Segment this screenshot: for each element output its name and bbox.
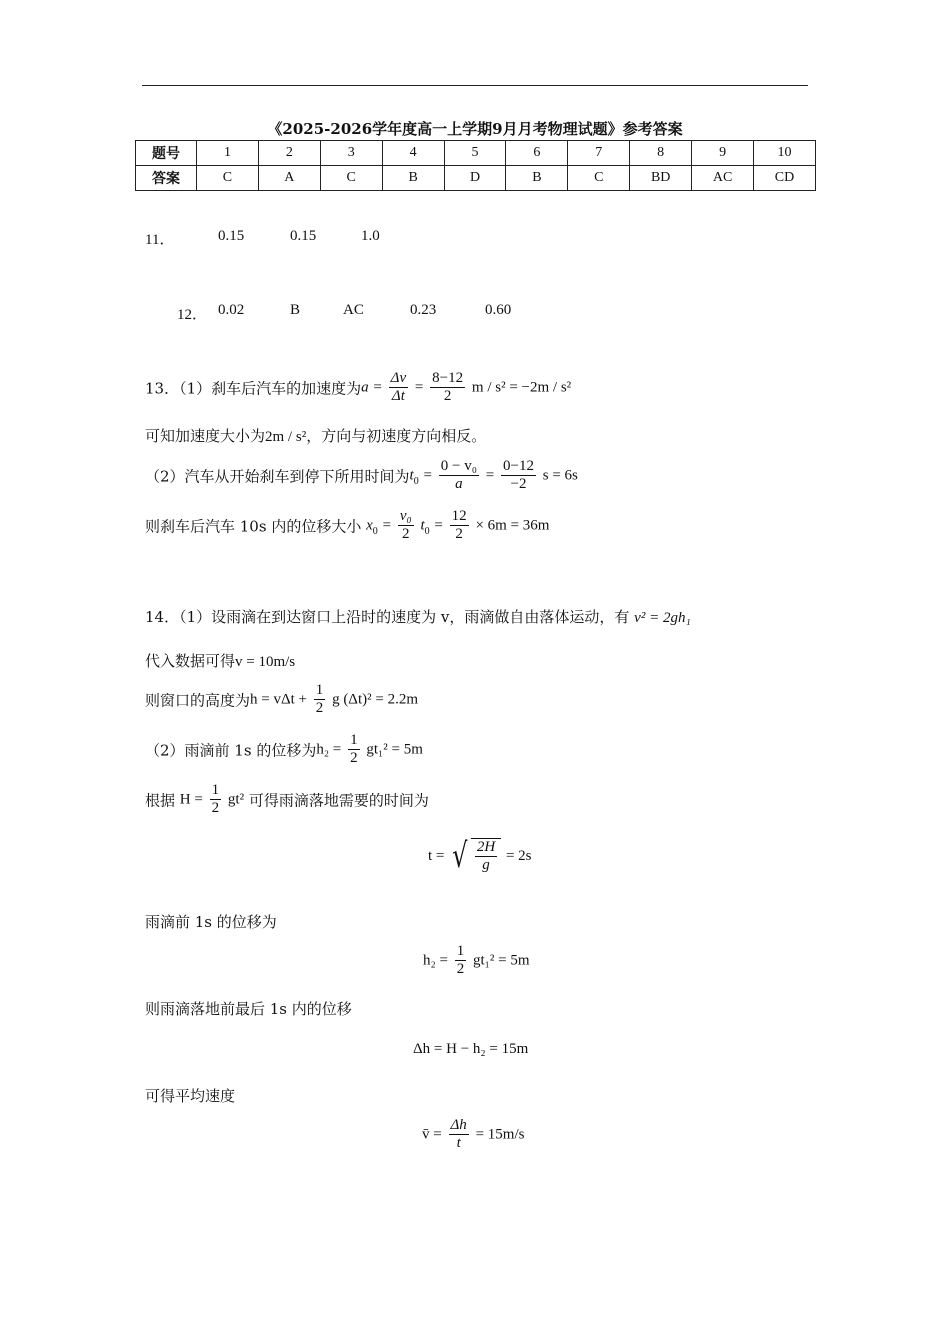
- q14-line4: （2）雨滴前 1s 的位移为h₂ = $\frac{1}{2}$ gt₁² = 5m: [145, 732, 423, 767]
- q14-frac-half-2: $\frac{1}{2}$: [350, 732, 358, 767]
- q14-frac-half-4: $\frac{1}{2}$: [456, 943, 465, 978]
- q13-frac-t0-values: $\frac{0-12}{-2}$: [502, 458, 534, 493]
- table-cell: AC: [692, 166, 754, 191]
- q14-line7: 则雨滴落地前最后 1s 内的位移: [145, 1000, 352, 1018]
- q14-frac-half-1: $\frac{1}{2}$: [315, 682, 324, 717]
- q12-answer-1: 0.02: [218, 302, 245, 318]
- q11-answer-3: 1.0: [361, 228, 380, 244]
- answer-table: [135, 140, 816, 191]
- sqrt-symbol: √ $\frac{2H}{g}$: [449, 838, 501, 875]
- table-cell: 4: [382, 141, 444, 166]
- q12-answer-2: B: [290, 302, 301, 318]
- q13-frac-12-2: $\frac{12}{2}$: [451, 508, 467, 543]
- table-cell: 3: [320, 141, 382, 166]
- q14-line1: 14．（1）设雨滴在到达窗口上沿时的速度为 v，雨滴做自由落体运动，有 v² = 2gh₁: [145, 608, 691, 626]
- table-cell: 10: [754, 141, 816, 166]
- table-cell: 1: [197, 141, 259, 166]
- q14-line8: 可得平均速度: [145, 1087, 236, 1105]
- q11-number: 11．: [145, 232, 175, 248]
- q14-eq-time: t = √ $\frac{2H}{g}$ = 2s: [428, 836, 532, 877]
- q13-frac-t0: $\frac{\text{0 − v₀}}{a}$: [440, 458, 477, 493]
- q14-frac-dh-t: $\frac{\Delta h}{t}$: [450, 1117, 467, 1152]
- q13-frac-values: $\frac{8-12}{2}$: [432, 370, 464, 405]
- table-cell: C: [197, 166, 259, 191]
- q13-line3: （2）汽车从开始刹车到停下所用时间为$t_0$ = $\frac{\text{0 − v₀}}{a}$ = $\frac{0-12}{-2}$ s = 6s: [145, 458, 578, 493]
- table-cell: 5: [444, 141, 506, 166]
- q14-frac-2h-g: $\frac{2H}{g}$: [476, 839, 496, 874]
- q12-number: 12．: [177, 307, 208, 323]
- table-row-numbers: [136, 141, 816, 166]
- q14-line2: 代入数据可得v = 10m/s: [145, 652, 296, 670]
- table-cell: 7: [568, 141, 630, 166]
- page-title: 《2025-2026学年度高一上学期9月月考物理试题》参考答案: [267, 120, 683, 138]
- q11-answer-2: 0.15: [290, 228, 317, 244]
- table-cell: C: [320, 166, 382, 191]
- table-cell: A: [258, 166, 320, 191]
- table-cell: 6: [506, 141, 568, 166]
- q13-line1-result: m / s² = −2m / s²: [471, 379, 572, 396]
- q14-line6: 雨滴前 1s 的位移为: [145, 913, 277, 931]
- q12-answer-4: 0.23: [410, 302, 437, 318]
- table-cell: C: [568, 166, 630, 191]
- table-cell: B: [506, 166, 568, 191]
- table-cell: BD: [630, 166, 692, 191]
- q14-eq-v: v̄ = $\frac{\Delta h}{t}$ = 15m/s: [422, 1117, 525, 1152]
- q13-line1-prefix: 13．（1）刹车后汽车的加速度为: [145, 379, 362, 398]
- q14-eq-h2: h₂ = $\frac{1}{2}$ gt₁² = 5m: [423, 943, 530, 978]
- q12-answer-5: 0.60: [485, 302, 512, 318]
- table-cell: 2: [258, 141, 320, 166]
- q11-answer-1: 0.15: [218, 228, 245, 244]
- q13-line2: 可知加速度大小为2m / s²，方向与初速度方向相反。: [145, 427, 487, 445]
- table-cell: 9: [692, 141, 754, 166]
- q13-line1: 13．（1）刹车后汽车的加速度为a = $\frac{\Delta v}{\Delta t}$ = $\frac{8-12}{2}$ m / s² = −2m / s²: [145, 370, 572, 405]
- q14-eq-dh: Δh = H − h₂ = 15m: [413, 1041, 529, 1057]
- q14-frac-half-3: $\frac{1}{2}$: [211, 782, 220, 817]
- table-cell: 8: [630, 141, 692, 166]
- q13-line4: 则刹车后汽车 10s 内的位移大小 $x_0$ = $\frac{\text{v₀}}{2}$ $t_0$ = $\frac{12}{2}$ × 6m = 36m: [145, 508, 550, 543]
- table-cell: D: [444, 166, 506, 191]
- header-rule: [142, 85, 808, 86]
- q13-frac-dv-dt: $\frac{\Delta v}{\Delta t}$: [390, 370, 407, 405]
- row-label-number: 题号: [136, 141, 197, 166]
- q13-frac-v0: $\frac{\text{v₀}}{2}$: [399, 508, 412, 543]
- row-label-answer: 答案: [136, 166, 197, 191]
- table-row-answers: [136, 166, 816, 191]
- table-cell: CD: [754, 166, 816, 191]
- q14-line3: 则窗口的高度为h = vΔt + $\frac{1}{2}$ g (Δt)² = 2.2m: [145, 682, 418, 717]
- table-cell: B: [382, 166, 444, 191]
- q12-answer-3: AC: [343, 302, 364, 318]
- q14-line5: 根据 H = $\frac{1}{2}$ gt² 可得雨滴落地需要的时间为: [145, 782, 429, 817]
